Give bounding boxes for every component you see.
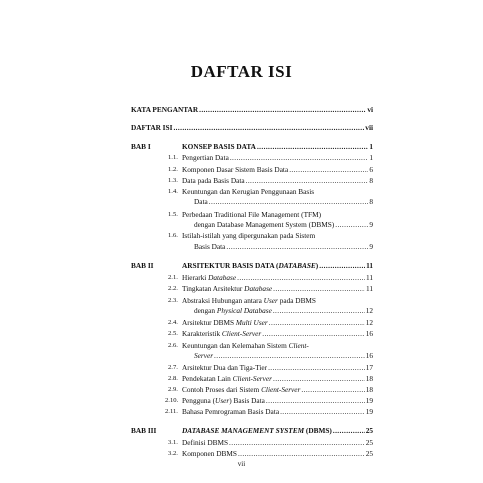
entry-page: vi	[367, 105, 373, 114]
leader-dots	[246, 176, 369, 185]
entry-page: 11	[365, 273, 373, 282]
entry-label: ARSITEKTUR BASIS DATA (DATABASE)	[182, 261, 319, 270]
toc-entry[interactable]	[182, 165, 373, 174]
entry-label-line2: Data	[194, 197, 208, 206]
leader-dots	[214, 351, 365, 360]
leader-dots	[268, 363, 365, 372]
section-number: 1.1.	[168, 154, 178, 161]
leader-dots	[289, 165, 368, 174]
entry-label: Definisi DBMS	[182, 438, 229, 447]
toc-entry[interactable]	[194, 242, 373, 251]
entry-page: 17	[365, 363, 373, 372]
entry-label: Arsitektur DBMS Multi User	[182, 318, 268, 327]
section-number: 2.2.	[168, 285, 178, 292]
leader-dots	[333, 426, 365, 435]
entry-page: 6	[369, 165, 373, 174]
entry-page: 19	[365, 396, 373, 405]
leader-dots	[238, 449, 365, 458]
entry-label: Komponen DBMS	[182, 449, 237, 458]
entry-label-line1: Abstraksi Hubungan antara User pada DBMS	[182, 296, 316, 305]
entry-page: 16	[365, 351, 373, 360]
entry-label-line1: Keuntungan dan Kelemahan Sistem Client-	[182, 341, 309, 350]
leader-dots	[273, 306, 365, 315]
entry-label: Pengguna (User) Basis Data	[182, 396, 265, 405]
entry-page: vii	[365, 123, 373, 132]
entry-label: Komponen Dasar Sistem Basis Data	[182, 165, 289, 174]
toc-entry-bab-3[interactable]	[182, 426, 373, 435]
toc-entry-bab-2[interactable]	[182, 261, 373, 270]
leader-dots	[209, 197, 369, 206]
section-number: 1.2.	[168, 166, 178, 173]
entry-page: 18	[365, 374, 373, 383]
entry-page: 9	[369, 220, 373, 229]
section-number: 3.2.	[168, 450, 178, 457]
entry-page: 12	[365, 318, 373, 327]
leader-dots	[173, 123, 364, 132]
entry-page: 18	[365, 385, 373, 394]
toc-entry[interactable]	[182, 318, 373, 327]
entry-page: 25	[365, 438, 373, 447]
leader-dots	[230, 153, 369, 162]
leader-dots	[226, 242, 368, 251]
toc-entry[interactable]	[194, 351, 373, 360]
entry-page: 11	[365, 284, 373, 293]
entry-page: 19	[365, 407, 373, 416]
entry-label-line1: Perbedaan Traditional File Management (TFM)	[182, 210, 322, 219]
entry-page: 8	[369, 197, 373, 206]
entry-page: 11	[366, 261, 373, 270]
toc-entry[interactable]	[182, 284, 373, 293]
toc-entry-bab-1[interactable]	[182, 142, 373, 151]
toc-entry[interactable]	[182, 374, 373, 383]
toc-entry[interactable]	[194, 197, 373, 206]
entry-label: Arsitektur Dua dan Tiga-Tier	[182, 363, 268, 372]
section-number: 2.5.	[168, 330, 178, 337]
section-number: 1.6.	[168, 232, 178, 239]
entry-label-line2: dengan Physical Database	[194, 306, 272, 315]
toc-entry[interactable]	[182, 438, 373, 447]
entry-page: 8	[369, 176, 373, 185]
toc-entry[interactable]	[182, 273, 373, 282]
toc-entry[interactable]	[182, 153, 373, 162]
entry-page: 1	[369, 142, 373, 151]
entry-page: 9	[369, 242, 373, 251]
entry-label: DATABASE MANAGEMENT SYSTEM (DBMS)	[182, 426, 332, 435]
toc-entry[interactable]	[182, 407, 373, 416]
section-number: 3.1.	[168, 439, 178, 446]
entry-page: 16	[365, 329, 373, 338]
entry-label: Pengertian Data	[182, 153, 229, 162]
entry-label-line2: dengan Database Management System (DBMS)	[194, 220, 335, 229]
toc-entry-daftar-isi[interactable]	[131, 123, 373, 132]
section-number: 1.5.	[168, 211, 178, 218]
page-number: vii	[237, 460, 246, 468]
section-number: 2.6.	[168, 342, 178, 349]
leader-dots	[237, 273, 365, 282]
leader-dots	[199, 105, 366, 114]
leader-dots	[229, 438, 365, 447]
leader-dots	[273, 284, 365, 293]
toc-entry[interactable]	[182, 176, 373, 185]
entry-label: Karakteristik Client-Server	[182, 329, 262, 338]
leader-dots	[257, 142, 368, 151]
entry-page: 12	[365, 306, 373, 315]
leader-dots	[266, 396, 365, 405]
entry-page: 1	[369, 153, 373, 162]
entry-label-line2: Server	[194, 351, 214, 360]
entry-page: 25	[365, 449, 373, 458]
page-title: DAFTAR ISI	[190, 62, 293, 81]
entry-label: Pendekatan Lain Client-Server	[182, 374, 272, 383]
toc-entry[interactable]	[182, 329, 373, 338]
section-number: 2.8.	[168, 375, 178, 382]
leader-dots	[319, 261, 365, 270]
leader-dots	[280, 407, 365, 416]
section-number: 2.7.	[168, 364, 178, 371]
toc-entry-kata-pengantar[interactable]	[131, 105, 373, 114]
toc-entry[interactable]	[194, 220, 373, 229]
toc-entry[interactable]	[194, 306, 373, 315]
toc-entry[interactable]	[182, 396, 373, 405]
toc-entry[interactable]	[182, 449, 373, 458]
entry-label: Tingkatan Arsitektur Database	[182, 284, 273, 293]
section-number: 2.10.	[165, 397, 179, 404]
entry-label: Hierarki Database	[182, 273, 237, 282]
chapter-number: BAB II	[131, 261, 154, 270]
leader-dots	[262, 329, 364, 338]
entry-label: Contoh Proses dari Sistem Client-Server	[182, 385, 301, 394]
entry-label-line1: Keuntungan dan Kerugian Penggunaan Basis	[182, 187, 315, 196]
leader-dots	[273, 374, 365, 383]
leader-dots	[301, 385, 364, 394]
toc-entry[interactable]	[182, 385, 373, 394]
entry-label: DAFTAR ISI	[131, 123, 173, 132]
section-number: 1.3.	[168, 177, 178, 184]
section-number: 2.9.	[168, 386, 178, 393]
entry-label: Bahasa Pemrograman Basis Data	[182, 407, 280, 416]
entry-label: KATA PENGANTAR	[131, 105, 199, 114]
entry-label-line1: Istilah-istilah yang dipergunakan pada Sistem	[182, 231, 316, 240]
entry-label-line2: Basis Data	[194, 242, 226, 251]
section-number: 2.11.	[165, 408, 178, 415]
section-number: 2.4.	[168, 319, 178, 326]
leader-dots	[269, 318, 365, 327]
section-number: 2.3.	[168, 297, 178, 304]
chapter-number: BAB III	[131, 426, 157, 435]
entry-label: KONSEP BASIS DATA	[182, 142, 256, 151]
entry-label: Data pada Basis Data	[182, 176, 245, 185]
section-number: 2.1.	[168, 274, 178, 281]
toc-entry[interactable]	[182, 363, 373, 372]
chapter-number: BAB I	[131, 142, 151, 151]
leader-dots	[335, 220, 368, 229]
section-number: 1.4.	[168, 188, 178, 195]
entry-page: 25	[365, 426, 373, 435]
